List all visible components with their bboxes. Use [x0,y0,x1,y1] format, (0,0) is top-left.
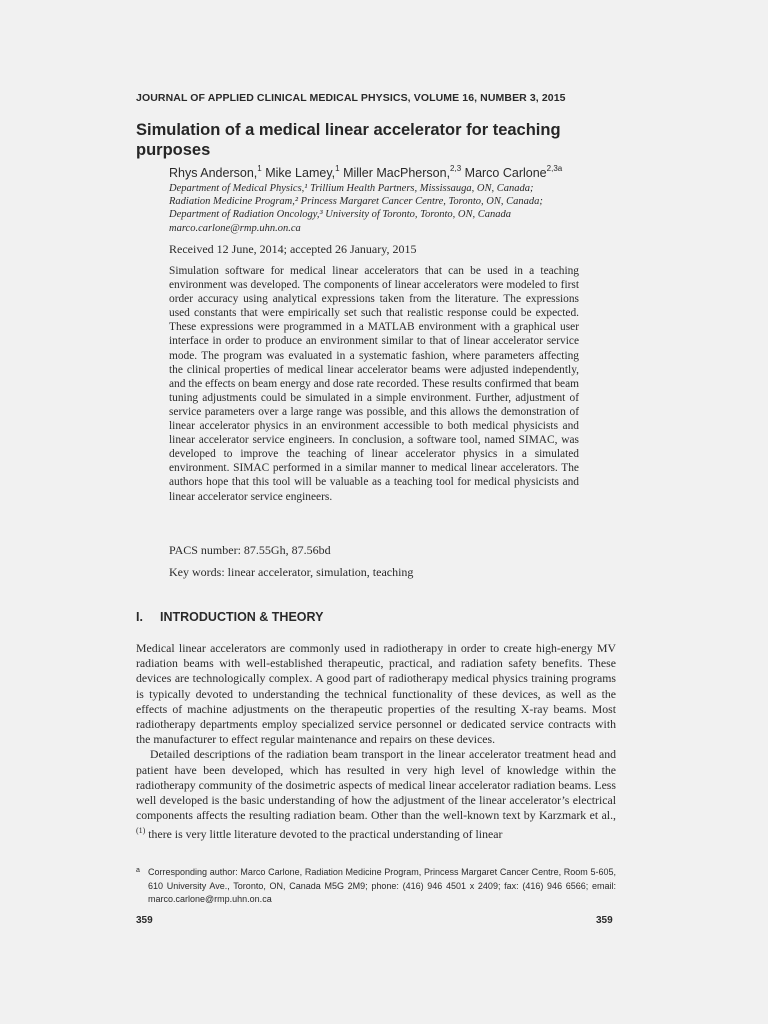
page-number-left: 359 [136,915,153,926]
contact-email: marco.carlone@rmp.uhn.on.ca [169,222,301,234]
section-heading [136,610,323,624]
affiliation-line: Department of Radiation Oncology,³ University of Toronto, Toronto, ON, Canada [169,209,511,221]
keywords: Key words: linear accelerator, simulation, teaching [169,565,414,579]
author: Rhys Anderson,$^1$ [169,164,262,181]
affiliation-line: Radiation Medicine Program,² Princess Margaret Cancer Centre, Toronto, ON, Canada; [169,196,543,208]
affiliation-line: Department of Medical Physics,¹ Trillium Health Partners, Mississauga, ON, Canada; [169,183,534,194]
introduction-body [136,641,616,843]
section-title: INTRODUCTION & THEORY [160,610,324,624]
intro-paragraph: Detailed descriptions of the radiation beam transport in the linear accelerator treatment head and patient have been developed, which has resulted in very high level of knowledge within the radiotherapy community of the dosimetric aspects of medical linear accelerator radiation beams. Less well developed is the basic understanding of how the adjustment of the linear accelerator’s electrical components affects the resulting radiation beam. Other than the well-known text by Karzmark et al.,$^{(1)}$ there is very little literature devoted to the practical understanding of linear [136,747,616,842]
section-number: I. [136,610,143,624]
footnote-text: Corresponding author: Marco Carlone, Radiation Medicine Program, Princess Margaret Cancer Centre, Room 5-605, 610 University Ave., Toronto, ON, Canada M5G 2M9; phone: (416) 946 4501 x 2409; fax: (416) 946 6566; email: marco.carlone@rmp.uhn.on.ca [148,867,616,904]
page-number-right: 359 [596,915,613,926]
abstract: Simulation software for medical linear accelerators that can be used in a teaching environment was developed. The components of linear accelerators were modeled to first order accuracy using analytical expressions taken from the literature. The expressions used constants that were empirically set such that realistic response could be expected. These expressions were programmed in a MATLAB environment with a graphical user interface in order to produce an environment similar to that of linear accelerator service mode. The program was evaluated in a systematic fashion, where parameters affecting the clinical properties of medical linear accelerator beams were adjusted independently, and the effects on beam energy and dose rate recorded. These results confirmed that beam tuning adjustments could be simulated in a simple environment. Further, adjustment of service parameters over a large range was possible, and this allows the demonstration of linear accelerator physics in an environment accessible to both medical physicists and linear accelerator service engineers. In conclusion, a software tool, named SIMAC, was developed to improve the teaching of linear accelerator physics in a simulated environment. SIMAC performed in a similar manner to medical linear accelerators. The authors hope that this tool will be valuable as a teaching tool for medical physicists and linear accelerator service engineers. [169,265,579,503]
citation-ref: (1) [136,826,146,836]
author-list [169,165,562,180]
author: Marco Carlone$^{2,3a}$ [464,164,563,181]
footnote-mark: a [136,867,140,874]
author: Miller MacPherson,$^{2,3}$ [343,164,462,181]
affiliations [169,182,609,235]
journal-header: JOURNAL OF APPLIED CLINICAL MEDICAL PHYSICS, VOLUME 16, NUMBER 3, 2015 [136,92,566,104]
author: Mike Lamey,$^1$ [265,164,340,181]
pacs-numbers: PACS number: 87.55Gh, 87.56bd [169,543,331,557]
intro-paragraph: Medical linear accelerators are commonly used in radiotherapy in order to create high-energy MV radiation beams with well-established therapeutic, practical, and radiation safety benefits. These devices are technologically complex. A good part of radiotherapy medical physics training programs is typically devoted to understanding the technical functionality of these devices, as well as the effects of machine adjustments on the therapeutic properties of the resulting X-ray beams. Most radiotherapy departments employ specialized service personnel or dedicated service contracts with the manufacturer to effect regular maintenance and repairs on these devices. [136,641,616,747]
paper-title: Simulation of a medical linear accelerator for teaching purposes [136,121,561,159]
received-dates: Received 12 June, 2014; accepted 26 January, 2015 [169,242,417,256]
footnote [136,866,616,907]
